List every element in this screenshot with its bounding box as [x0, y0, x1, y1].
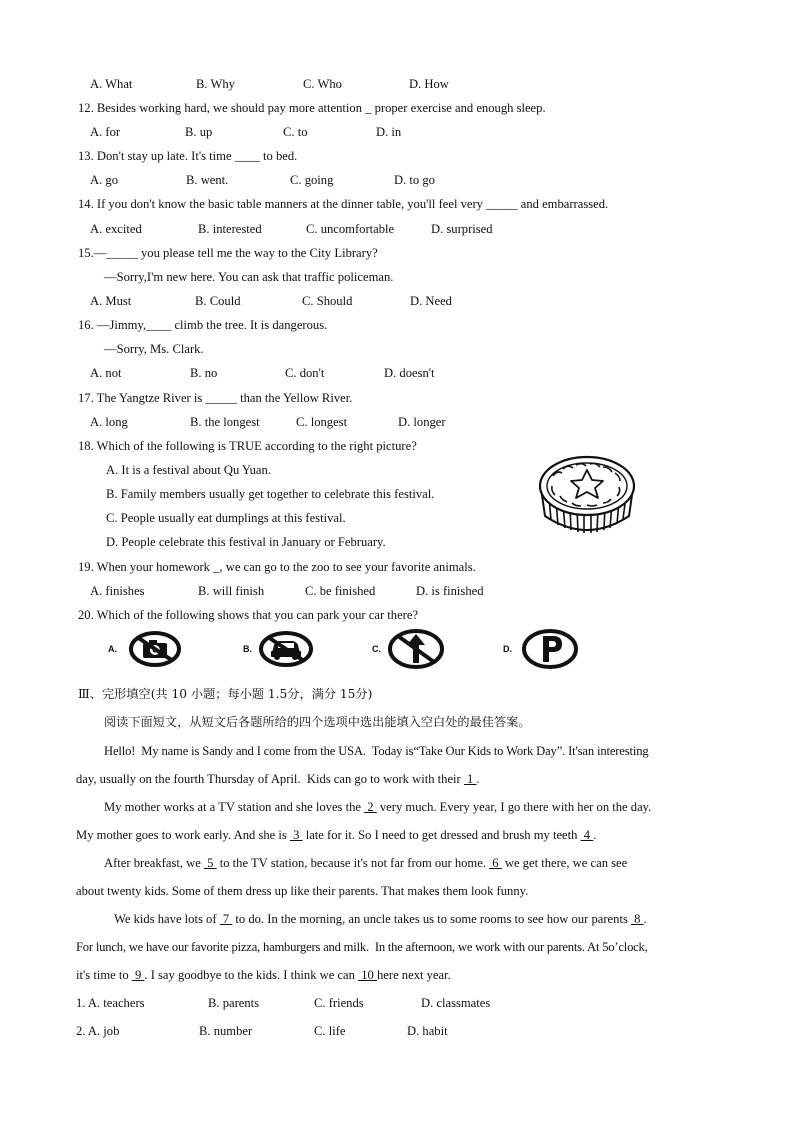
q12-option-d: D. in [376, 125, 402, 139]
q17-stem: 17. The Yangtze River is _____ than the Yellow River. [78, 391, 353, 405]
q16-option-c: C. don't [285, 366, 325, 380]
q18-option-d: D. People celebrate this festival in January or February. [106, 535, 386, 549]
q15-stem: 15.—_____ you please tell me the way to the City Library? [78, 246, 378, 260]
q19-option-b: B. will finish [198, 584, 265, 598]
c2-option-d: D. habit [407, 1024, 448, 1038]
q19-option-d: D. is finished [416, 584, 484, 598]
q15-option-b: B. Could [195, 294, 241, 308]
cloze-blank-10: 10 [358, 968, 377, 982]
q15-reply: —Sorry,I'm new here. You can ask that traffic policeman. [104, 270, 394, 284]
q14-option-d: D. surprised [431, 222, 493, 236]
cloze-blank-6: 6 [489, 856, 502, 870]
cloze-blank-3: 3 [289, 828, 303, 842]
passage-line-5: After breakfast, we 5 to the TV station, because it's not far from our home. 6 we get there, we can see [104, 856, 628, 870]
q16-option-a: A. not [90, 366, 122, 380]
q17-option-d: D. longer [398, 415, 446, 429]
q13-option-a: A. go [90, 173, 118, 187]
q15-option-c: C. Should [302, 294, 353, 308]
q19-stem: 19. When your homework _, we can go to the zoo to see your favorite animals. [78, 560, 476, 574]
no-cars-sign-icon [258, 630, 314, 668]
cloze-blank-2: 2 [364, 800, 377, 814]
c1-option-d: D. classmates [421, 996, 491, 1010]
no-camera-sign-icon [128, 630, 182, 668]
q20-sign-label-a: A. [108, 644, 117, 654]
cloze-blank-8: 8 [631, 912, 644, 926]
q13-option-d: D. to go [394, 173, 435, 187]
q16-reply: —Sorry, Ms. Clark. [104, 342, 204, 356]
q12-option-c: C. to [283, 125, 308, 139]
q15-option-a: A. Must [90, 294, 132, 308]
q20-stem: 20. Which of the following shows that you can park your car there? [78, 608, 419, 622]
no-straight-ahead-sign-icon [387, 628, 445, 670]
c1-option-c: C. friends [314, 996, 364, 1010]
q12-option-a: A. for [90, 125, 121, 139]
q14-option-b: B. interested [198, 222, 262, 236]
q20-sign-label-c: C. [372, 644, 381, 654]
q16-option-d: D. doesn't [384, 366, 435, 380]
passage-line-6: about twenty kids. Some of them dress up like their parents. That makes them look funny. [76, 884, 529, 898]
q11-option-b: B. Why [196, 77, 235, 91]
passage-line-2: day, usually on the fourth Thursday of April. Kids can go to work with their 1 . [76, 772, 480, 786]
parking-sign-icon [521, 628, 579, 670]
c2-option-a: 2. A. job [76, 1024, 120, 1038]
q17-option-c: C. longest [296, 415, 348, 429]
q12-option-b: B. up [185, 125, 213, 139]
passage-line-8: For lunch, we have our favorite pizza, hamburgers and milk. In the afternoon, we work with our parents. At 5o’clock, [76, 940, 648, 954]
q11-option-a: A. What [90, 77, 133, 91]
c1-option-b: B. parents [208, 996, 260, 1010]
cloze-blank-7: 7 [219, 912, 233, 926]
q14-option-a: A. excited [90, 222, 142, 236]
q20-sign-label-b: B. [243, 644, 252, 654]
q17-option-a: A. long [90, 415, 128, 429]
section-heading: Ⅲ、完形填空(共 10 小题；每小题 1.5分，满分 15分) [78, 687, 373, 701]
passage-line-1: Hello! My name is Sandy and I come from the USA. Today is“Take Our Kids to Work Day”. It'san interesting [104, 744, 649, 758]
c1-option-a: 1. A. teachers [76, 996, 145, 1010]
mooncake-icon [535, 452, 639, 544]
q12-stem: 12. Besides working hard, we should pay more attention _ proper exercise and enough sleep. [78, 101, 546, 115]
q19-option-a: A. finishes [90, 584, 145, 598]
passage-line-9: it's time to 9 . I say goodbye to the kids. I think we can 10 here next year. [76, 968, 451, 982]
passage-line-7: We kids have lots of 7 to do. In the morning, an uncle takes us to some rooms to see how our parents 8 . [114, 912, 647, 926]
cloze-blank-1: 1 [463, 772, 477, 786]
q18-option-a: A. It is a festival about Qu Yuan. [106, 463, 271, 477]
q19-option-c: C. be finished [305, 584, 376, 598]
cloze-blank-9: 9 [131, 968, 145, 982]
q13-option-b: B. went. [186, 173, 229, 187]
section-instruction: 阅读下面短文，从短文后各题所给的四个选项中选出能填入空白处的最佳答案。 [104, 715, 531, 729]
q17-option-b: B. the longest [190, 415, 260, 429]
q18-option-b: B. Family members usually get together to celebrate this festival. [106, 487, 435, 501]
q14-stem: 14. If you don't know the basic table manners at the dinner table, you'll feel very _____ and embarrassed. [78, 197, 609, 211]
q16-stem: 16. —Jimmy,____ climb the tree. It is dangerous. [78, 318, 328, 332]
cloze-blank-5: 5 [204, 856, 217, 870]
q15-option-d: D. Need [410, 294, 452, 308]
passage-line-4: My mother goes to work early. And she is 3 late for it. So I need to get dressed and brush my teeth 4 . [76, 828, 597, 842]
q13-stem: 13. Don't stay up late. It's time ____ to bed. [78, 149, 298, 163]
c2-option-c: C. life [314, 1024, 346, 1038]
q13-option-c: C. going [290, 173, 334, 187]
q11-option-d: D. How [409, 77, 449, 91]
q16-option-b: B. no [190, 366, 218, 380]
q18-stem: 18. Which of the following is TRUE according to the right picture? [78, 439, 417, 453]
cloze-blank-4: 4 [580, 828, 594, 842]
q11-option-c: C. Who [303, 77, 342, 91]
q20-sign-label-d: D. [503, 644, 512, 654]
q18-option-c: C. People usually eat dumplings at this festival. [106, 511, 346, 525]
c2-option-b: B. number [199, 1024, 253, 1038]
q14-option-c: C. uncomfortable [306, 222, 395, 236]
passage-line-3: My mother works at a TV station and she loves the 2 very much. Every year, I go there with her on the day. [104, 800, 652, 814]
